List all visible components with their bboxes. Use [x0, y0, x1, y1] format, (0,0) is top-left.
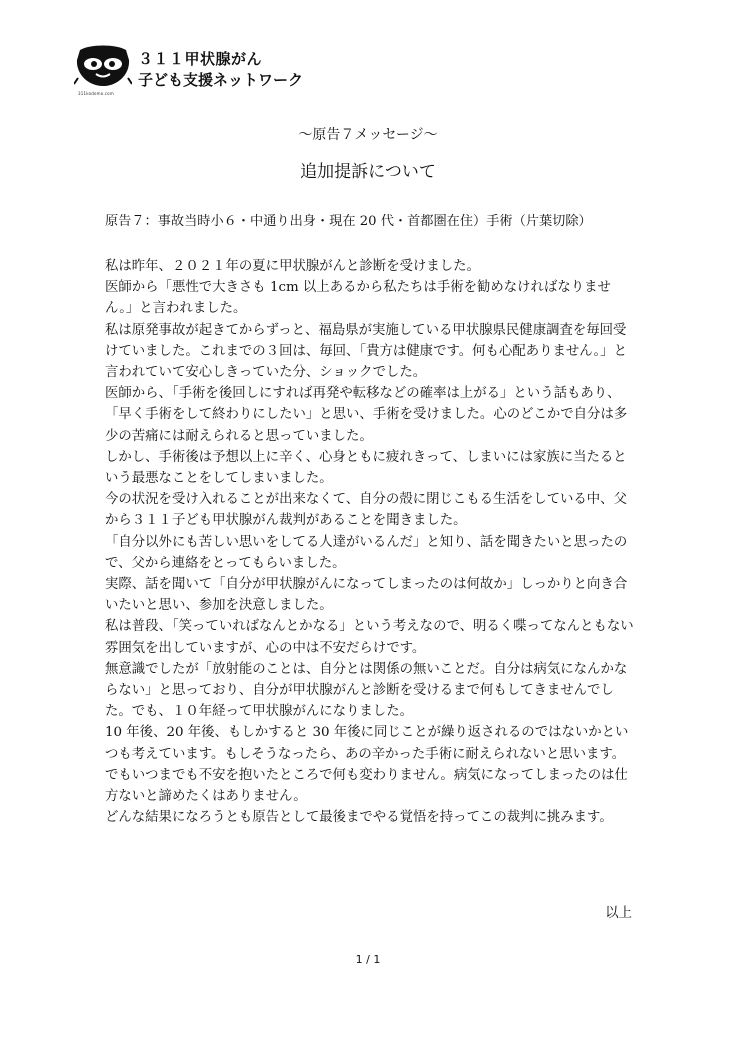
org-logo: [74, 44, 334, 106]
org-name-line2: 子ども支援ネットワーク: [138, 71, 304, 89]
paragraph: 10 年後、20 年後、もしかすると 30 年後に同じことが繰り返されるのではないかといつも考えています。もしそうなったら、あの辛かった手術に耐えられないと思います。: [105, 725, 629, 762]
message-body: [105, 256, 635, 828]
logo-sub-text: 311kodomo.com: [78, 91, 114, 96]
paragraph: 私は普段、「笑っていればなんとかなる」という考えなので、明るく喋ってなんともない雰囲気を出していますが、心の中は不安だらけです。: [105, 619, 634, 656]
paragraph: 「自分以外にも苦しい思いをしてる人達がいるんだ」と知り、話を聞きたいと思ったので、父から連絡をとってもらいました。: [105, 534, 628, 571]
paragraph: 実際、話を聞いて「自分が甲状腺がんになってしまったのは何故か」しっかりと向き合いたいと思い、参加を決意しました。: [105, 577, 628, 614]
document-title: 追加提訴について: [300, 162, 436, 182]
org-name-line1: ３１１甲状腺がん: [138, 50, 263, 68]
paragraph: でもいつまでも不安を抱いたところで何も変わりません。病気になってしまったのは仕方ないと諦めたくはありません。: [105, 767, 628, 805]
closing-mark: 以上: [605, 906, 632, 921]
paragraph: しかし、手術後は予想以上に辛く、心身ともに疲れきって、しまいには家族に当たるという最悪なことをしてしまいました。: [105, 449, 627, 487]
plaintiff-info: 原告７：事故当時小６・中通り出身・現在 20 代・首都圏在住）手術（片葉切除）: [105, 214, 592, 229]
paragraph: 今の状況を受け入れることが出来なくて、自分の殻に閉じこもる生活をしている中、父から３１１子ども甲状腺がん裁判があることを聞きました。: [105, 492, 627, 529]
paragraph: 医師から「悪性で大きさも 1cm 以上あるから私たちは手術を勧めなければなりません。」と言われました。: [105, 280, 611, 317]
paragraph: 私は昨年、２０２１年の夏に甲状腺がんと診断を受けました。: [105, 259, 480, 274]
masked-face-logo-icon: [74, 44, 132, 88]
paragraph: 医師から、「手術を後回しにすれば再発や転移などの確率は上がる」という話もあり、「早く手術をして終わりにしたい」と思い、手術を受けました。心のどこかで自分は多少の苦痛には耐えられると思っていました。: [105, 386, 628, 444]
document-kicker: 〜原告７メッセージ〜: [298, 127, 438, 143]
paragraph: 無意識でしたが「放射能のことは、自分とは関係の無いことだ。自分は病気になんかならない」と思っており、自分が甲状腺がんと診断を受けるまで何もしてきませんでした。でも、１０年経って甲状腺がんになりました。: [105, 661, 628, 720]
paragraph: どんな結果になろうとも原告として最後までやる覚悟を持ってこの裁判に挑みます。: [105, 810, 613, 826]
page-number: 1 / 1: [355, 953, 381, 966]
paragraph: 私は原発事故が起きてからずっと、福島県が実施している甲状腺県民健康調査を毎回受けていました。これまでの３回は、毎回、「貴方は健康です。何も心配ありません。」と言われていて安心しきっていた分、ショックでした。: [105, 322, 627, 381]
